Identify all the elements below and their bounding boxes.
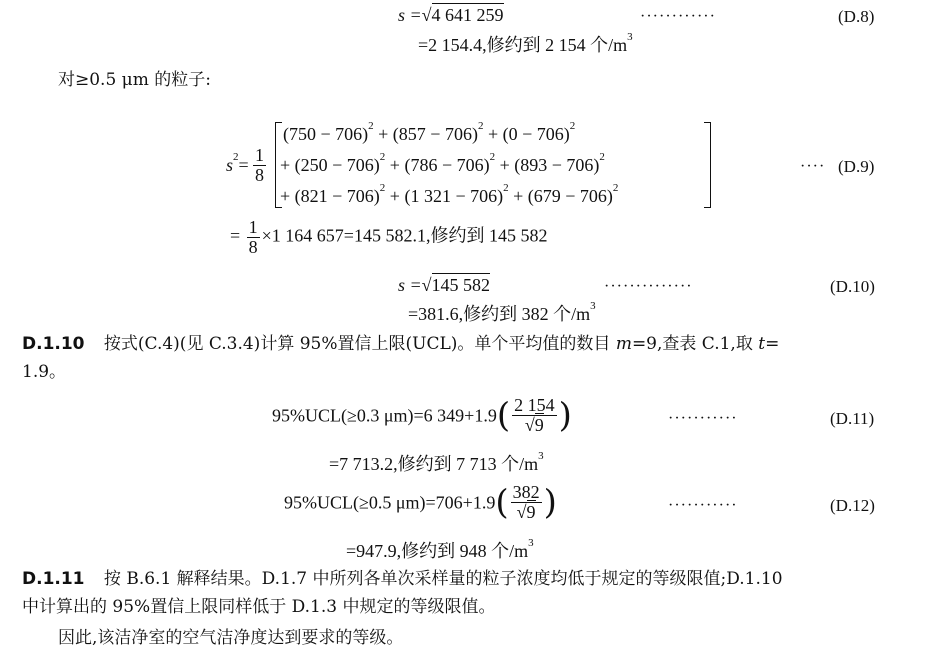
dot-leader: ··············	[604, 278, 693, 295]
clause-d1-11-line2: 中计算出的 95%置信上限同样低于 D.1.3 中规定的等级限值。	[22, 597, 496, 617]
eq-d12-result-sup: 3	[528, 537, 534, 549]
paren-left: (	[496, 395, 511, 436]
eq-d9-exp: 2	[612, 182, 619, 194]
clause-d1-11-label: D.1.11	[22, 569, 85, 589]
eq-d9-term: + (893 − 706)	[499, 155, 600, 175]
dot-leader: ···········	[668, 410, 738, 427]
dot-leader: ············	[640, 8, 716, 25]
clause-d1-10-t: t	[758, 334, 766, 354]
eq-d10-radicand: 145 582	[431, 275, 491, 295]
eq-d9-equals: =	[238, 155, 249, 175]
clause-d1-10-label: D.1.10	[22, 334, 85, 354]
eq-d12-tag: (D.12)	[830, 496, 875, 515]
clause-d1-10-text-b: =9,查表 C.1,取	[631, 334, 759, 354]
sqrt-symbol: √	[524, 414, 535, 435]
eq-d9-frac-den: 8	[255, 164, 264, 185]
eq-d9-term: + (250 − 706)	[280, 155, 380, 175]
eq-d12-result: =947.9,修约到 948 个/m	[346, 541, 529, 561]
eq-d9-term: + (0 − 706)	[487, 124, 570, 144]
eq-d9-exp: 2	[477, 120, 484, 132]
eq-d9-tag: (D.9)	[838, 157, 875, 176]
eq-d8-radicand: 4 641 259	[431, 5, 504, 25]
eq-d12-result-line	[346, 537, 534, 561]
eq-d10-result-sup: 3	[590, 300, 596, 312]
clause-d1-10-line2: 1.9。	[22, 362, 67, 382]
clause-d1-10-m: m	[615, 334, 632, 354]
eq-d10-tag: (D.10)	[830, 277, 875, 296]
eq-d9-line2-equals: =	[230, 225, 241, 246]
eq-d8-lhs: s =	[398, 5, 422, 25]
eq-d9-term: + (679 − 706)	[513, 186, 613, 206]
clause-d1-10-text-c: =	[765, 334, 780, 354]
eq-d9-term: (750 − 706)	[283, 124, 369, 144]
dot-leader: ···········	[668, 497, 738, 514]
eq-d9-row2	[280, 151, 605, 175]
eq-d9-frac-num: 1	[255, 145, 264, 165]
heading-05um: 对≥0.5 μm 的粒子:	[58, 70, 211, 90]
sqrt-symbol: √	[421, 5, 432, 25]
eq-d9-line2-num: 1	[248, 217, 258, 237]
clause-d1-11-text-a: 按 B.6.1 解释结果。D.1.7 中所列各单次采样量的粒子浓度均低于规定的等级限值;D.1.10	[103, 569, 783, 589]
eq-d9-term: + (857 − 706)	[378, 124, 478, 144]
eq-d9-row1	[283, 120, 576, 144]
eq-d8-result: =2 154.4,修约到 2 154 个/m	[418, 35, 628, 55]
eq-d10-result-line	[408, 300, 596, 324]
eq-d12	[284, 483, 557, 522]
eq-d9-lhs: s	[226, 155, 234, 175]
eq-d9-term: + (786 − 706)	[389, 155, 490, 175]
eq-d10	[398, 276, 490, 294]
eq-d11-result-line	[329, 450, 544, 474]
eq-d11	[272, 396, 572, 435]
eq-d9-bracket-right	[704, 122, 711, 208]
eq-d9-lhs-group	[226, 151, 249, 175]
eq-d9-term: + (821 − 706)	[280, 186, 380, 206]
eq-d8-result-sup: 3	[627, 31, 633, 43]
eq-d9-line2-rest: ×1 164 657=145 582.1,修约到 145 582	[261, 225, 548, 246]
eq-d11-tag: (D.11)	[830, 409, 875, 428]
eq-d9-frac	[251, 146, 268, 185]
clause-d1-10-text-a: 按式(C.4)(见 C.3.4)计算 95%置信上限(UCL)。单个平均值的数目	[103, 334, 616, 354]
paren-right: )	[558, 395, 572, 436]
eq-d8-result-line	[418, 31, 633, 55]
eq-d9-exp: 2	[379, 151, 386, 163]
eq-d9-row3	[280, 182, 619, 206]
eq-d11-result-sup: 3	[538, 450, 544, 462]
eq-d12-lhs: 95%UCL(≥0.5 μm)=706+1.9	[284, 492, 496, 513]
eq-d9-exp: 2	[379, 182, 386, 194]
eq-d9-line2-den: 8	[248, 236, 258, 257]
eq-d9-line2	[230, 218, 547, 257]
eq-d8-tag: (D.8)	[838, 7, 875, 26]
eq-d9-term: + (1 321 − 706)	[389, 186, 504, 206]
eq-d9-exp: 2	[569, 120, 576, 132]
eq-d9-exp: 2	[599, 151, 605, 163]
paren-right: )	[543, 482, 557, 523]
sqrt-symbol: √	[516, 501, 527, 522]
conclusion: 因此,该洁净室的空气洁净度达到要求的等级。	[58, 628, 404, 648]
clause-d1-10	[22, 332, 922, 357]
clause-d1-11	[22, 567, 927, 592]
eq-d9-exp: 2	[489, 151, 496, 163]
paren-left: (	[495, 482, 509, 523]
eq-d9-exp: 2	[503, 182, 509, 194]
dot-leader: ····	[800, 158, 826, 175]
eq-d12-frac-num: 382	[512, 482, 540, 502]
eq-d12-frac-den: 9	[526, 501, 536, 522]
sqrt-symbol: √	[421, 275, 432, 295]
eq-d11-frac-num: 2 154	[514, 395, 555, 415]
eq-d10-lhs: s =	[398, 275, 422, 295]
eq-d9-exp: 2	[368, 120, 374, 132]
eq-d11-frac-den: 9	[534, 414, 544, 435]
eq-d10-result: =381.6,修约到 382 个/m	[408, 304, 591, 324]
eq-d8	[398, 6, 504, 24]
eq-d9-lhs-sup: 2	[233, 151, 239, 163]
eq-d11-result: =7 713.2,修约到 7 713 个/m	[329, 454, 539, 474]
eq-d11-lhs: 95%UCL(≥0.3 μm)=6 349+1.9	[272, 405, 497, 426]
